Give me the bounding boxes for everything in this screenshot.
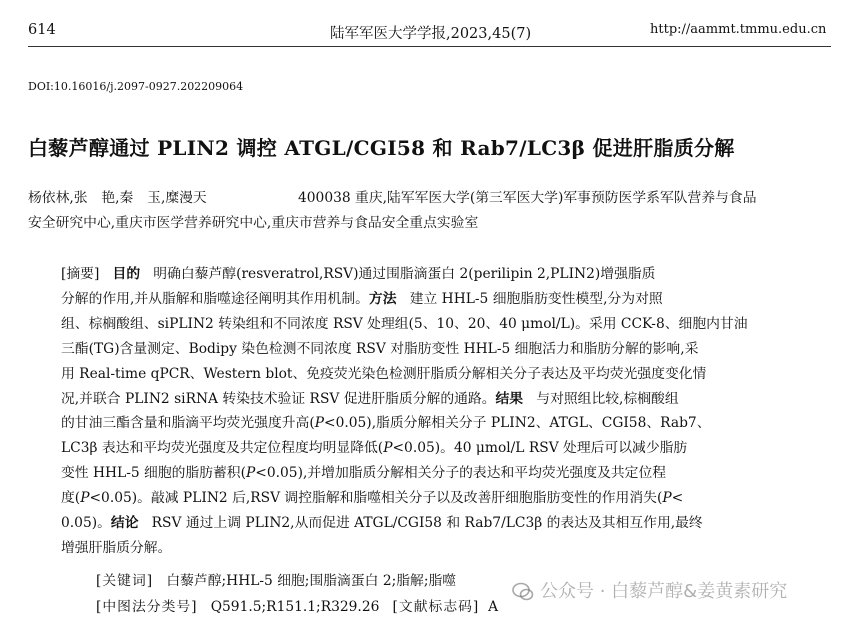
author-names: 杨依林,张 艳,秦 玉,糜漫天 bbox=[28, 190, 207, 206]
abstract-line bbox=[61, 411, 831, 436]
keywords bbox=[96, 569, 456, 589]
p-symbol: P bbox=[314, 415, 325, 432]
doi[interactable]: DOI:10.16016/j.2097-0927.202209064 bbox=[28, 80, 244, 93]
abstract-line bbox=[61, 511, 831, 536]
author-block bbox=[28, 186, 833, 236]
abstract-line: 增强肝脂质分解。 bbox=[61, 539, 172, 556]
watermark bbox=[512, 577, 787, 607]
abstract-line: 用 Real-time qPCR、Western blot、免疫荧光染色检测肝脂质分解相关分子表达及平均荧光强度变化情 bbox=[61, 365, 707, 382]
methods-text: 建立 HHL-5 细胞脂肪变性模型,分为对照 bbox=[409, 290, 663, 307]
abstract-text: 变性 HHL-5 细胞的脂肪蓄积( bbox=[61, 465, 246, 482]
purpose-label: 目的 bbox=[112, 266, 141, 282]
p-symbol: P bbox=[246, 465, 256, 482]
p-symbol: P bbox=[662, 490, 672, 507]
abstract-line bbox=[61, 387, 831, 412]
wechat-icon bbox=[512, 582, 534, 607]
abstract-line bbox=[61, 461, 831, 486]
p-value: < bbox=[671, 490, 684, 507]
abstract-text: 明确白藜芦醇(resveratrol,RSV)通过围脂滴蛋白 2(perilipin 2,PLIN2)增强脂质 bbox=[153, 266, 656, 282]
abstract-text: ,脂质分解相关分子 PLIN2、ATGL、CGI58、Rab7、 bbox=[371, 415, 711, 432]
abstract-line: 组、棕榈酸组、siPLIN2 转染组和不同浓度 RSV 处理组(5、10、20、40 μmol/L)。采用 CCK-8、细胞内甘油 bbox=[61, 315, 748, 332]
abstract-line bbox=[61, 287, 831, 312]
affiliation-line-1: 400038 重庆,陆军军医大学(第三军医大学)军事预防医学系军队营养与食品 bbox=[298, 190, 757, 206]
conclusion-text: RSV 通过上调 PLIN2,从而促进 ATGL/CGI58 和 Rab7/LC3β 的表达及其相互作用,最终 bbox=[151, 515, 703, 532]
p-value: <0.05) bbox=[324, 415, 372, 432]
abstract-text: ,并增加脂质分解相关分子的表达和平均荧光强度及共定位程 bbox=[302, 465, 667, 482]
results-label: 结果 bbox=[495, 390, 524, 407]
abstract-text: LC3β 表达和平均荧光强度及共定位程度均明显降低( bbox=[61, 440, 384, 457]
p-value: <0.05) bbox=[255, 465, 303, 482]
abstract-line bbox=[61, 486, 831, 511]
conclusion-label: 结论 bbox=[110, 515, 139, 532]
abstract-text: 况,并联合 PLIN2 siRNA 转染技术验证 RSV 促进肝脂质分解的通路。 bbox=[61, 390, 496, 407]
p-symbol: P bbox=[80, 490, 90, 507]
abstract-text: 。40 μmol/L RSV 处理后可以减少脂肪 bbox=[440, 440, 688, 457]
p-value: <0.05) bbox=[89, 490, 138, 507]
doc-code-label: [文献标志码] bbox=[392, 599, 480, 615]
abstract-label: [摘要] bbox=[61, 266, 100, 282]
classification-value: Q591.5;R151.1;R329.26 bbox=[210, 599, 380, 615]
abstract-text: 0.05)。 bbox=[61, 515, 111, 532]
abstract bbox=[61, 262, 831, 561]
abstract-text: 度( bbox=[61, 490, 81, 507]
keywords-label: [关键词] bbox=[96, 573, 154, 589]
page-number: 614 bbox=[28, 22, 56, 38]
abstract-line bbox=[61, 262, 831, 287]
doc-code-value: A bbox=[488, 599, 499, 615]
p-value: <0.05) bbox=[392, 440, 441, 457]
abstract-text: 。敲减 PLIN2 后,RSV 调控脂解和脂噬相关分子以及改善肝细胞脂肪变性的作用消失( bbox=[137, 490, 663, 507]
methods-label: 方法 bbox=[368, 290, 397, 307]
article-title: 白藜芦醇通过 PLIN2 调控 ATGL/CGI58 和 Rab7/LC3β 促进肝脂质分解 bbox=[28, 136, 735, 160]
affiliation-line-2: 安全研究中心,重庆市医学营养研究中心,重庆市营养与食品安全重点实验室 bbox=[28, 215, 479, 231]
keywords-value: 白藜芦醇;HHL-5 细胞;围脂滴蛋白 2;脂解;脂噬 bbox=[166, 573, 457, 589]
author-line-1 bbox=[28, 186, 833, 211]
abstract-line bbox=[61, 436, 831, 461]
watermark-text: 公众号 · 白藜芦醇&姜黄素研究 bbox=[540, 581, 788, 602]
abstract-text: 分解的作用,并从脂解和脂噬途径阐明其作用机制。 bbox=[61, 290, 369, 307]
journal-citation: 陆军军医大学学报,2023,45(7) bbox=[330, 26, 532, 42]
header-rule bbox=[28, 46, 831, 47]
p-symbol: P bbox=[383, 440, 393, 457]
results-text: 与对照组比较,棕榈酸组 bbox=[536, 390, 679, 407]
classification-label: [中图法分类号] bbox=[96, 599, 198, 615]
abstract-line: 三酯(TG)含量测定、Bodipy 染色检测不同浓度 RSV 对脂肪变性 HHL-5 细胞活力和脂肪分解的影响,采 bbox=[61, 340, 699, 357]
abstract-text: 的甘油三酯含量和脂滴平均荧光强度升高( bbox=[61, 415, 315, 432]
classification bbox=[96, 595, 498, 615]
journal-url[interactable]: http://aammt.tmmu.edu.cn bbox=[650, 22, 827, 37]
